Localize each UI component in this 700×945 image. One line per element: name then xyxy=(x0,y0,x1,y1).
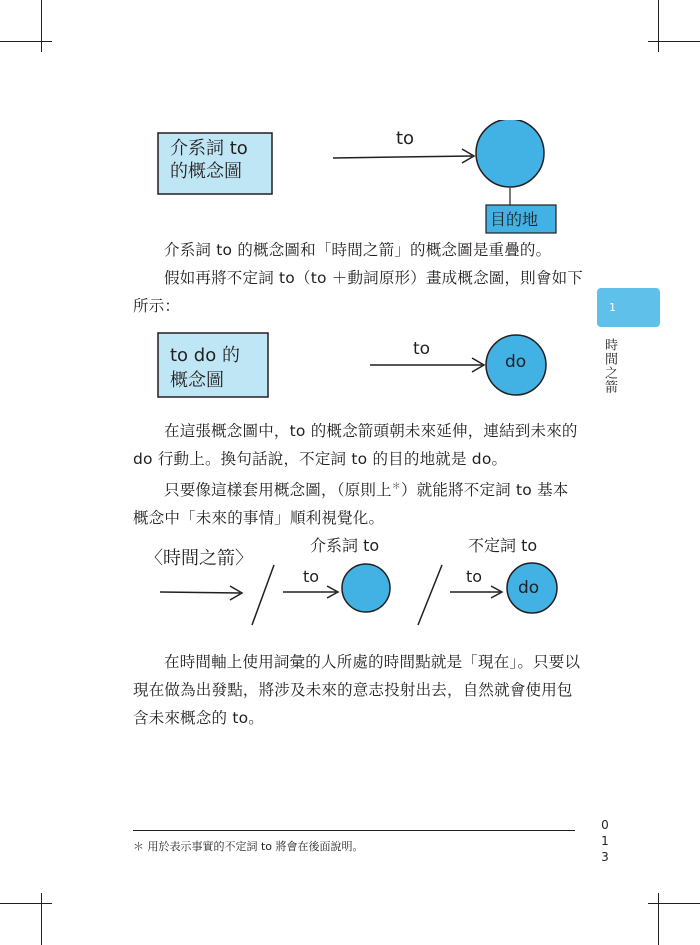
crop-mark-tr-v xyxy=(658,0,659,52)
page-number: 013 xyxy=(598,818,612,866)
chapter-number: 1 xyxy=(609,301,616,314)
footnote-mark: ＊ xyxy=(391,482,401,492)
concept-box-line1: 介系詞 to xyxy=(170,138,248,159)
concept-box-label xyxy=(170,343,240,393)
paragraph-1-line2: 假如再將不定詞 to（to ＋動詞原形）畫成概念圖，則會如下所示： xyxy=(133,269,583,315)
crop-mark-tl-v xyxy=(41,0,42,52)
paragraph-1-line1: 介系詞 to 的概念圖和「時間之箭」的概念圖是重疊的。 xyxy=(164,241,552,259)
time-arrow-label: 〈時間之箭〉 xyxy=(145,548,253,569)
paragraph-1 xyxy=(133,236,583,320)
crop-mark-bl-h xyxy=(0,903,52,904)
concept-box-line1: to do 的 xyxy=(170,345,240,366)
goal-label: 目的地 xyxy=(490,210,539,229)
concept-box-label xyxy=(170,137,248,183)
goal-circle xyxy=(476,120,544,187)
inf-arrow-label: to xyxy=(466,567,483,586)
crop-mark-br-h xyxy=(648,903,700,904)
footnote-rule xyxy=(133,830,575,831)
footnote-text: ＊ 用於表示事實的不定詞 to 將會在後面說明。 xyxy=(133,840,364,853)
divider-slash-1 xyxy=(252,565,274,625)
inf-to-label: 不定詞 to xyxy=(468,536,538,555)
arrow-label-to: to xyxy=(396,128,415,149)
crop-mark-tr-h xyxy=(648,41,700,42)
prep-to-label: 介系詞 to xyxy=(310,536,380,555)
chapter-tab xyxy=(597,288,660,327)
prep-circle xyxy=(342,564,390,612)
arrow-line xyxy=(333,156,472,158)
paragraph-3 xyxy=(133,648,583,732)
concept-box-line2: 的概念圖 xyxy=(170,161,242,182)
paragraph-3-text: 在時間軸上使用詞彙的人所處的時間點就是「現在」。只要以現在做為出發點，將涉及未來的意志投射出去，自然就會使用包含未來概念的 to。 xyxy=(133,653,581,727)
crop-mark-br-v xyxy=(658,893,659,945)
prep-arrow-label: to xyxy=(303,567,320,586)
concept-box-line2: 概念圖 xyxy=(170,370,224,391)
time-arrow-line xyxy=(160,592,240,593)
paragraph-2-line2 xyxy=(133,473,583,532)
paragraph-2-line2-pre: 只要像這樣套用概念圖，（原則上 xyxy=(164,481,392,500)
paragraph-2-line1: 在這張概念圖中，to 的概念箭頭朝未來延伸，連結到未來的 do 行動上。換句話說，不定詞 to 的目的地就是 do。 xyxy=(133,422,578,468)
inf-circle-label: do xyxy=(518,578,540,598)
circle-label-do: do xyxy=(505,352,527,372)
paragraph-2-line2-post: ）就能將不定詞 to 基本概念中「未來的事情」順利視覺化。 xyxy=(133,481,569,528)
divider-slash-2 xyxy=(418,565,442,625)
arrow-label-to: to xyxy=(413,339,431,359)
paragraph-2 xyxy=(133,417,583,532)
chapter-title: 時間之箭 xyxy=(602,338,617,394)
crop-mark-bl-v xyxy=(41,893,42,945)
crop-mark-tl-h xyxy=(0,41,52,42)
